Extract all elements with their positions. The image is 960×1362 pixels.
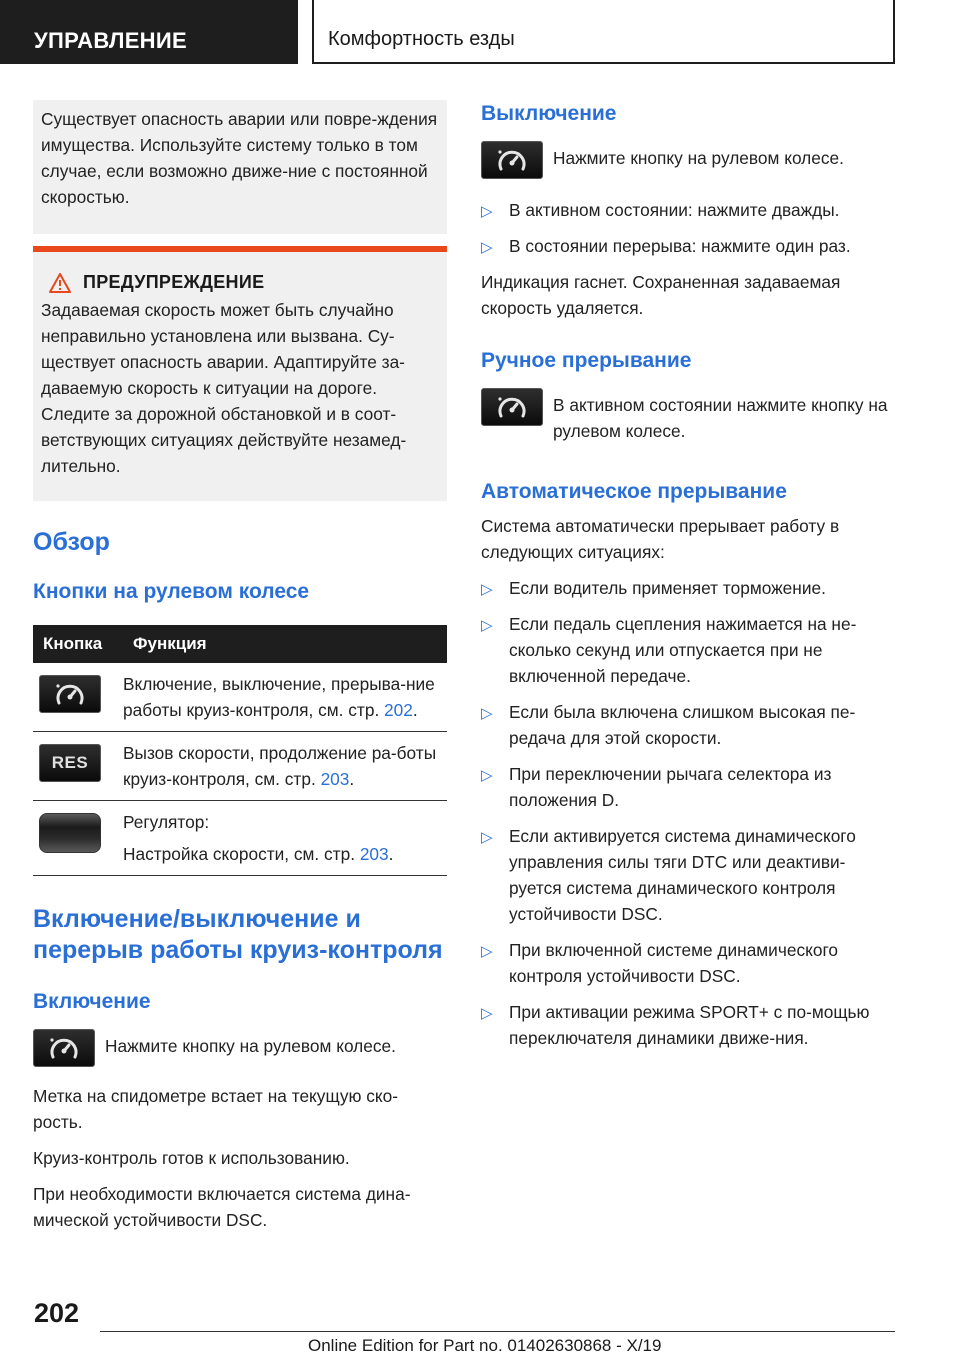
bullet-arrow-icon: ▷ bbox=[481, 1005, 493, 1022]
function-text: Настройка скорости, см. стр. bbox=[123, 844, 360, 864]
res-button-icon bbox=[39, 744, 101, 782]
res-button-label: RES bbox=[51, 753, 89, 772]
bullet-arrow-icon: ▷ bbox=[481, 239, 493, 256]
bullet-arrow-icon: ▷ bbox=[481, 203, 493, 220]
table-row bbox=[33, 663, 447, 732]
page-link[interactable]: 202 bbox=[384, 700, 413, 720]
footer-divider bbox=[100, 1331, 895, 1332]
warning-title bbox=[49, 272, 439, 293]
table-cell-icon bbox=[33, 732, 117, 801]
bullet-arrow-icon: ▷ bbox=[481, 829, 493, 846]
warning-text: Задаваемая скорость может быть случайно неправильно установлена или вызвана. Су-ществует опасность аварии. Адаптируйте за-даваемую скорость к ситуации на дороге. Следите за дорожной обстановкой и в соот-ветствующих ситуациях действуйте незамед-лительно. bbox=[41, 300, 407, 476]
table-row bbox=[33, 801, 447, 876]
manual-instruction: В активном состоянии нажмите кнопку на рулевом колесе. bbox=[553, 395, 888, 441]
auto-intro: Система автоматически прерывает работу в следующих ситуациях: bbox=[481, 516, 840, 562]
off-paragraph: Индикация гаснет. Сохраненная задаваемая скорость удаляется. bbox=[481, 272, 841, 318]
manual-instruction-row bbox=[481, 388, 895, 444]
off-instruction: Нажмите кнопку на рулевом колесе. bbox=[553, 148, 844, 168]
page-link[interactable]: 203 bbox=[359, 844, 389, 864]
overview-heading: Обзор bbox=[33, 528, 110, 556]
warning-box bbox=[33, 252, 447, 501]
off-instruction-row bbox=[481, 141, 895, 179]
page-link[interactable]: 203 bbox=[320, 769, 350, 789]
table-header-button: Кнопка bbox=[33, 625, 117, 663]
list-item: ▷ В состоянии перерыва: нажмите один раз. bbox=[481, 233, 895, 259]
function-label: Регулятор: bbox=[123, 812, 210, 832]
function-suffix: . bbox=[412, 700, 418, 720]
note-box bbox=[33, 100, 447, 234]
table-cell-icon bbox=[33, 663, 117, 732]
list-item: ▷ При переключении рычага селектора из положения D. bbox=[481, 764, 832, 810]
onoff-heading: Включение/выключение и перерыв работы круиз-контроля bbox=[33, 905, 443, 964]
function-suffix: . bbox=[388, 844, 394, 864]
on-paragraph-3: При необходимости включается система дина-мической устойчивости DSC. bbox=[33, 1184, 411, 1230]
table-row bbox=[33, 732, 447, 801]
auto-heading: Автоматическое прерывание bbox=[481, 480, 787, 503]
footer-edition: Online Edition for Part no. 01402630868 - X/19 bbox=[308, 1336, 662, 1355]
table-cell-icon bbox=[33, 801, 117, 876]
on-paragraph-2: Круиз-контроль готов к использованию. bbox=[33, 1148, 350, 1168]
page-number: 202 bbox=[34, 1298, 80, 1328]
list-item: ▷ При включенной системе динамического контроля устойчивости DSC. bbox=[481, 940, 838, 986]
bullet-arrow-icon: ▷ bbox=[481, 581, 493, 598]
section-header: УПРАВЛЕНИЕ bbox=[0, 0, 298, 64]
off-list bbox=[481, 197, 895, 259]
buttons-heading: Кнопки на рулевом колесе bbox=[33, 580, 310, 603]
manual-heading: Ручное прерывание bbox=[481, 349, 692, 372]
list-item: ▷ Если педаль сцепления нажимается на не-сколько секунд или отпускается при не включенной передаче. bbox=[481, 614, 857, 686]
cruise-control-icon bbox=[39, 675, 101, 713]
function-suffix: . bbox=[349, 769, 355, 789]
rocker-switch-icon bbox=[39, 813, 101, 853]
on-heading: Включение bbox=[33, 990, 151, 1013]
table-header-row bbox=[33, 625, 447, 663]
function-text: Вызов скорости, продолжение ра-боты круиз-контроля, см. стр. bbox=[123, 743, 437, 789]
on-instruction: Нажмите кнопку на рулевом колесе. bbox=[105, 1036, 396, 1056]
list-item: ▷ Если была включена слишком высокая пе-редача для этой скорости. bbox=[481, 702, 856, 748]
warning-title-text: ПРЕДУПРЕЖДЕНИЕ bbox=[83, 272, 265, 292]
off-heading: Выключение bbox=[481, 102, 617, 125]
buttons-table bbox=[33, 625, 447, 876]
bullet-arrow-icon: ▷ bbox=[481, 705, 493, 722]
table-cell-function bbox=[117, 732, 447, 801]
list-item: ▷ Если водитель применяет торможение. bbox=[481, 575, 895, 601]
note-text: Существует опасность аварии или повре-ждения имущества. Используйте систему только в том случае, если возможно движе-ние с постоянной скоростью. bbox=[41, 109, 438, 207]
cruise-control-icon bbox=[481, 388, 543, 426]
on-paragraph-1: Метка на спидометре встает на текущую ско-рость. bbox=[33, 1086, 399, 1132]
table-cell-function bbox=[117, 801, 447, 876]
bullet-arrow-icon: ▷ bbox=[481, 617, 493, 634]
auto-list bbox=[481, 575, 895, 1051]
list-item: ▷ Если активируется система динамического управления силы тяги DTC или деактиви-руется система динамического контроля устойчивости DSC. bbox=[481, 826, 856, 924]
table-cell-function bbox=[117, 663, 447, 732]
cruise-control-icon bbox=[33, 1029, 95, 1067]
list-item: ▷ При активации режима SPORT+ с по-мощью переключателя динамики движе-ния. bbox=[481, 1002, 870, 1048]
function-text: Включение, выключение, прерыва-ние работы круиз-контроля, см. стр. bbox=[123, 674, 435, 720]
cruise-control-icon bbox=[481, 141, 543, 179]
bullet-arrow-icon: ▷ bbox=[481, 767, 493, 784]
chapter-header: Комфортность езды bbox=[312, 0, 895, 64]
left-column bbox=[33, 100, 447, 1243]
on-instruction-row bbox=[33, 1029, 447, 1067]
table-header-function: Функция bbox=[117, 625, 447, 663]
warning-triangle-icon bbox=[49, 273, 71, 293]
list-item: ▷ В активном состоянии: нажмите дважды. bbox=[481, 197, 895, 223]
bullet-arrow-icon: ▷ bbox=[481, 943, 493, 960]
right-column bbox=[481, 100, 895, 1061]
